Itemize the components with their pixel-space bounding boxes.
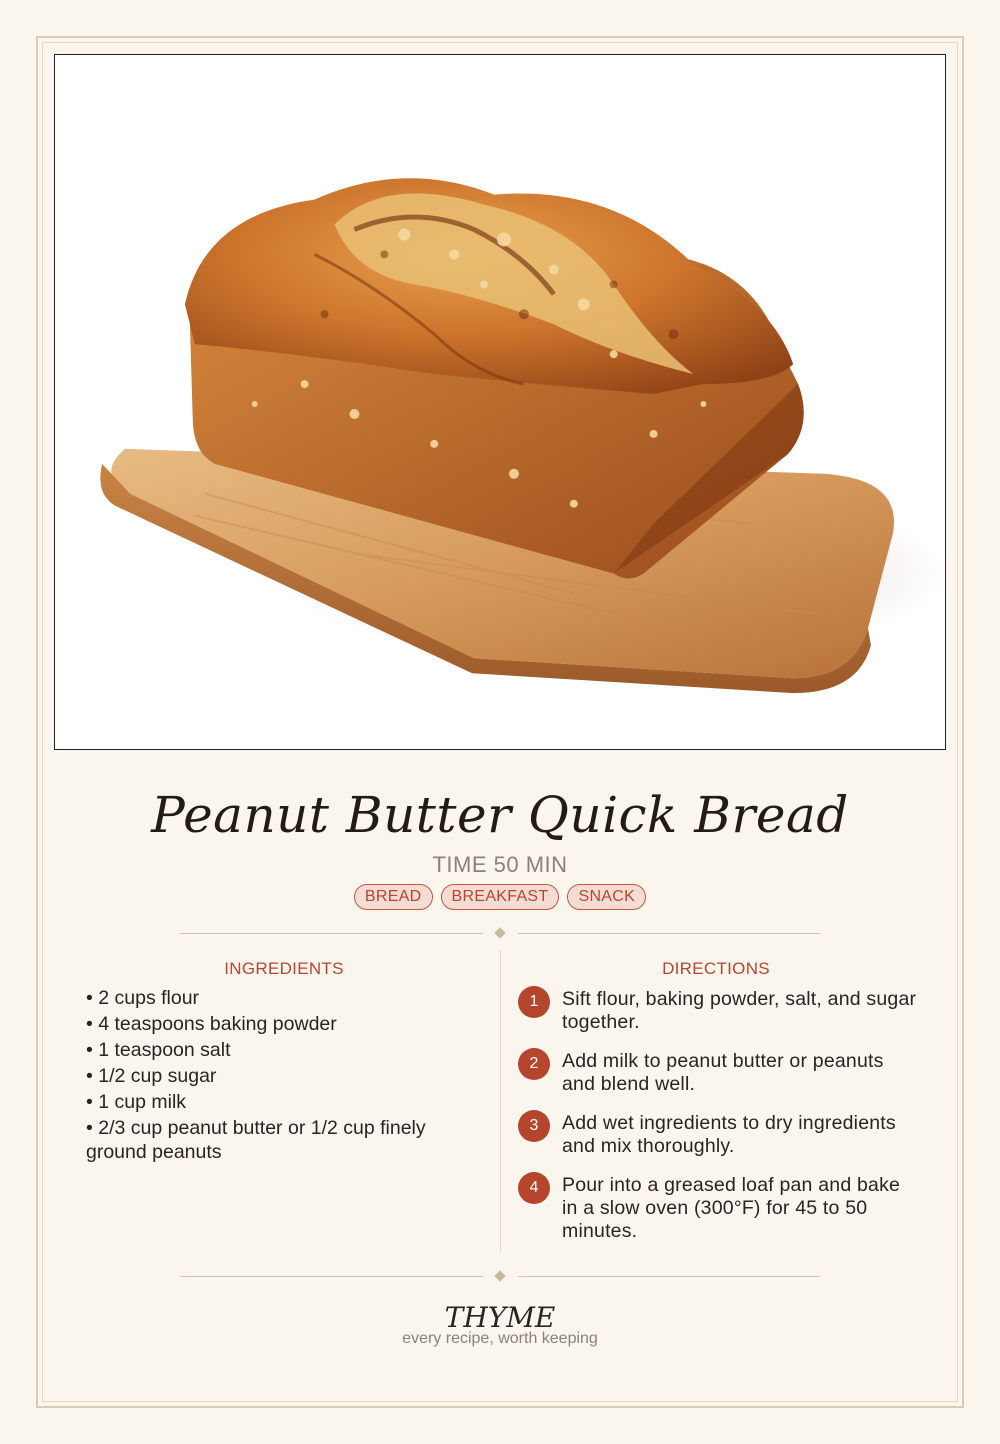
direction-step [518, 984, 918, 1034]
diamond-ornament-icon [494, 927, 505, 938]
recipe-title: Peanut Butter Quick Bread [151, 786, 849, 844]
ingredient-item: • 1/2 cup sugar [86, 1065, 217, 1087]
recipe-photo [54, 54, 946, 750]
column-separator [500, 950, 501, 1252]
step-number-badge: 4 [518, 1172, 550, 1204]
tag-breakfast[interactable]: BREAKFAST [441, 884, 560, 910]
tag-list [0, 884, 1000, 910]
direction-step [518, 1108, 918, 1158]
step-number-badge: 1 [518, 986, 550, 1018]
cook-time: TIME 50 MIN [432, 852, 568, 877]
ingredient-item: • 1 teaspoon salt [86, 1039, 231, 1061]
step-text: Add wet ingredients to dry ingredients and mix thoroughly. [562, 1112, 896, 1157]
ingredient-item: • 1 cup milk [86, 1091, 187, 1113]
divider-line [180, 933, 483, 934]
ingredient-item: • 4 teaspoons baking powder [86, 1013, 337, 1035]
direction-step [518, 1046, 918, 1096]
ingredient-item: • 2/3 cup peanut butter or 1/2 cup finely ground peanuts [86, 1117, 426, 1163]
direction-step [518, 1170, 918, 1243]
divider-line [518, 1276, 820, 1277]
brand-logo: THYME [444, 1301, 556, 1334]
step-text: Pour into a greased loaf pan and bake in a slow oven (300°F) for 45 to 50 minutes. [562, 1174, 901, 1242]
directions-heading: DIRECTIONS [662, 959, 770, 978]
directions-list [518, 984, 918, 1255]
step-text: Sift flour, baking powder, salt, and sugar together. [562, 988, 917, 1033]
ingredient-item: • 2 cups flour [86, 987, 200, 1009]
step-number-badge: 3 [518, 1110, 550, 1142]
step-text: Add milk to peanut butter or peanuts and blend well. [562, 1050, 884, 1095]
tag-snack[interactable]: SNACK [567, 884, 646, 910]
top-divider [180, 927, 820, 939]
divider-line [180, 1276, 483, 1277]
brand-tagline: every recipe, worth keeping [402, 1330, 598, 1347]
ingredients-heading: INGREDIENTS [224, 959, 344, 978]
ingredients-list [86, 986, 486, 1166]
bottom-divider [180, 1270, 820, 1282]
tag-bread[interactable]: BREAD [354, 884, 433, 910]
diamond-ornament-icon [494, 1270, 505, 1281]
divider-line [518, 933, 820, 934]
step-number-badge: 2 [518, 1048, 550, 1080]
